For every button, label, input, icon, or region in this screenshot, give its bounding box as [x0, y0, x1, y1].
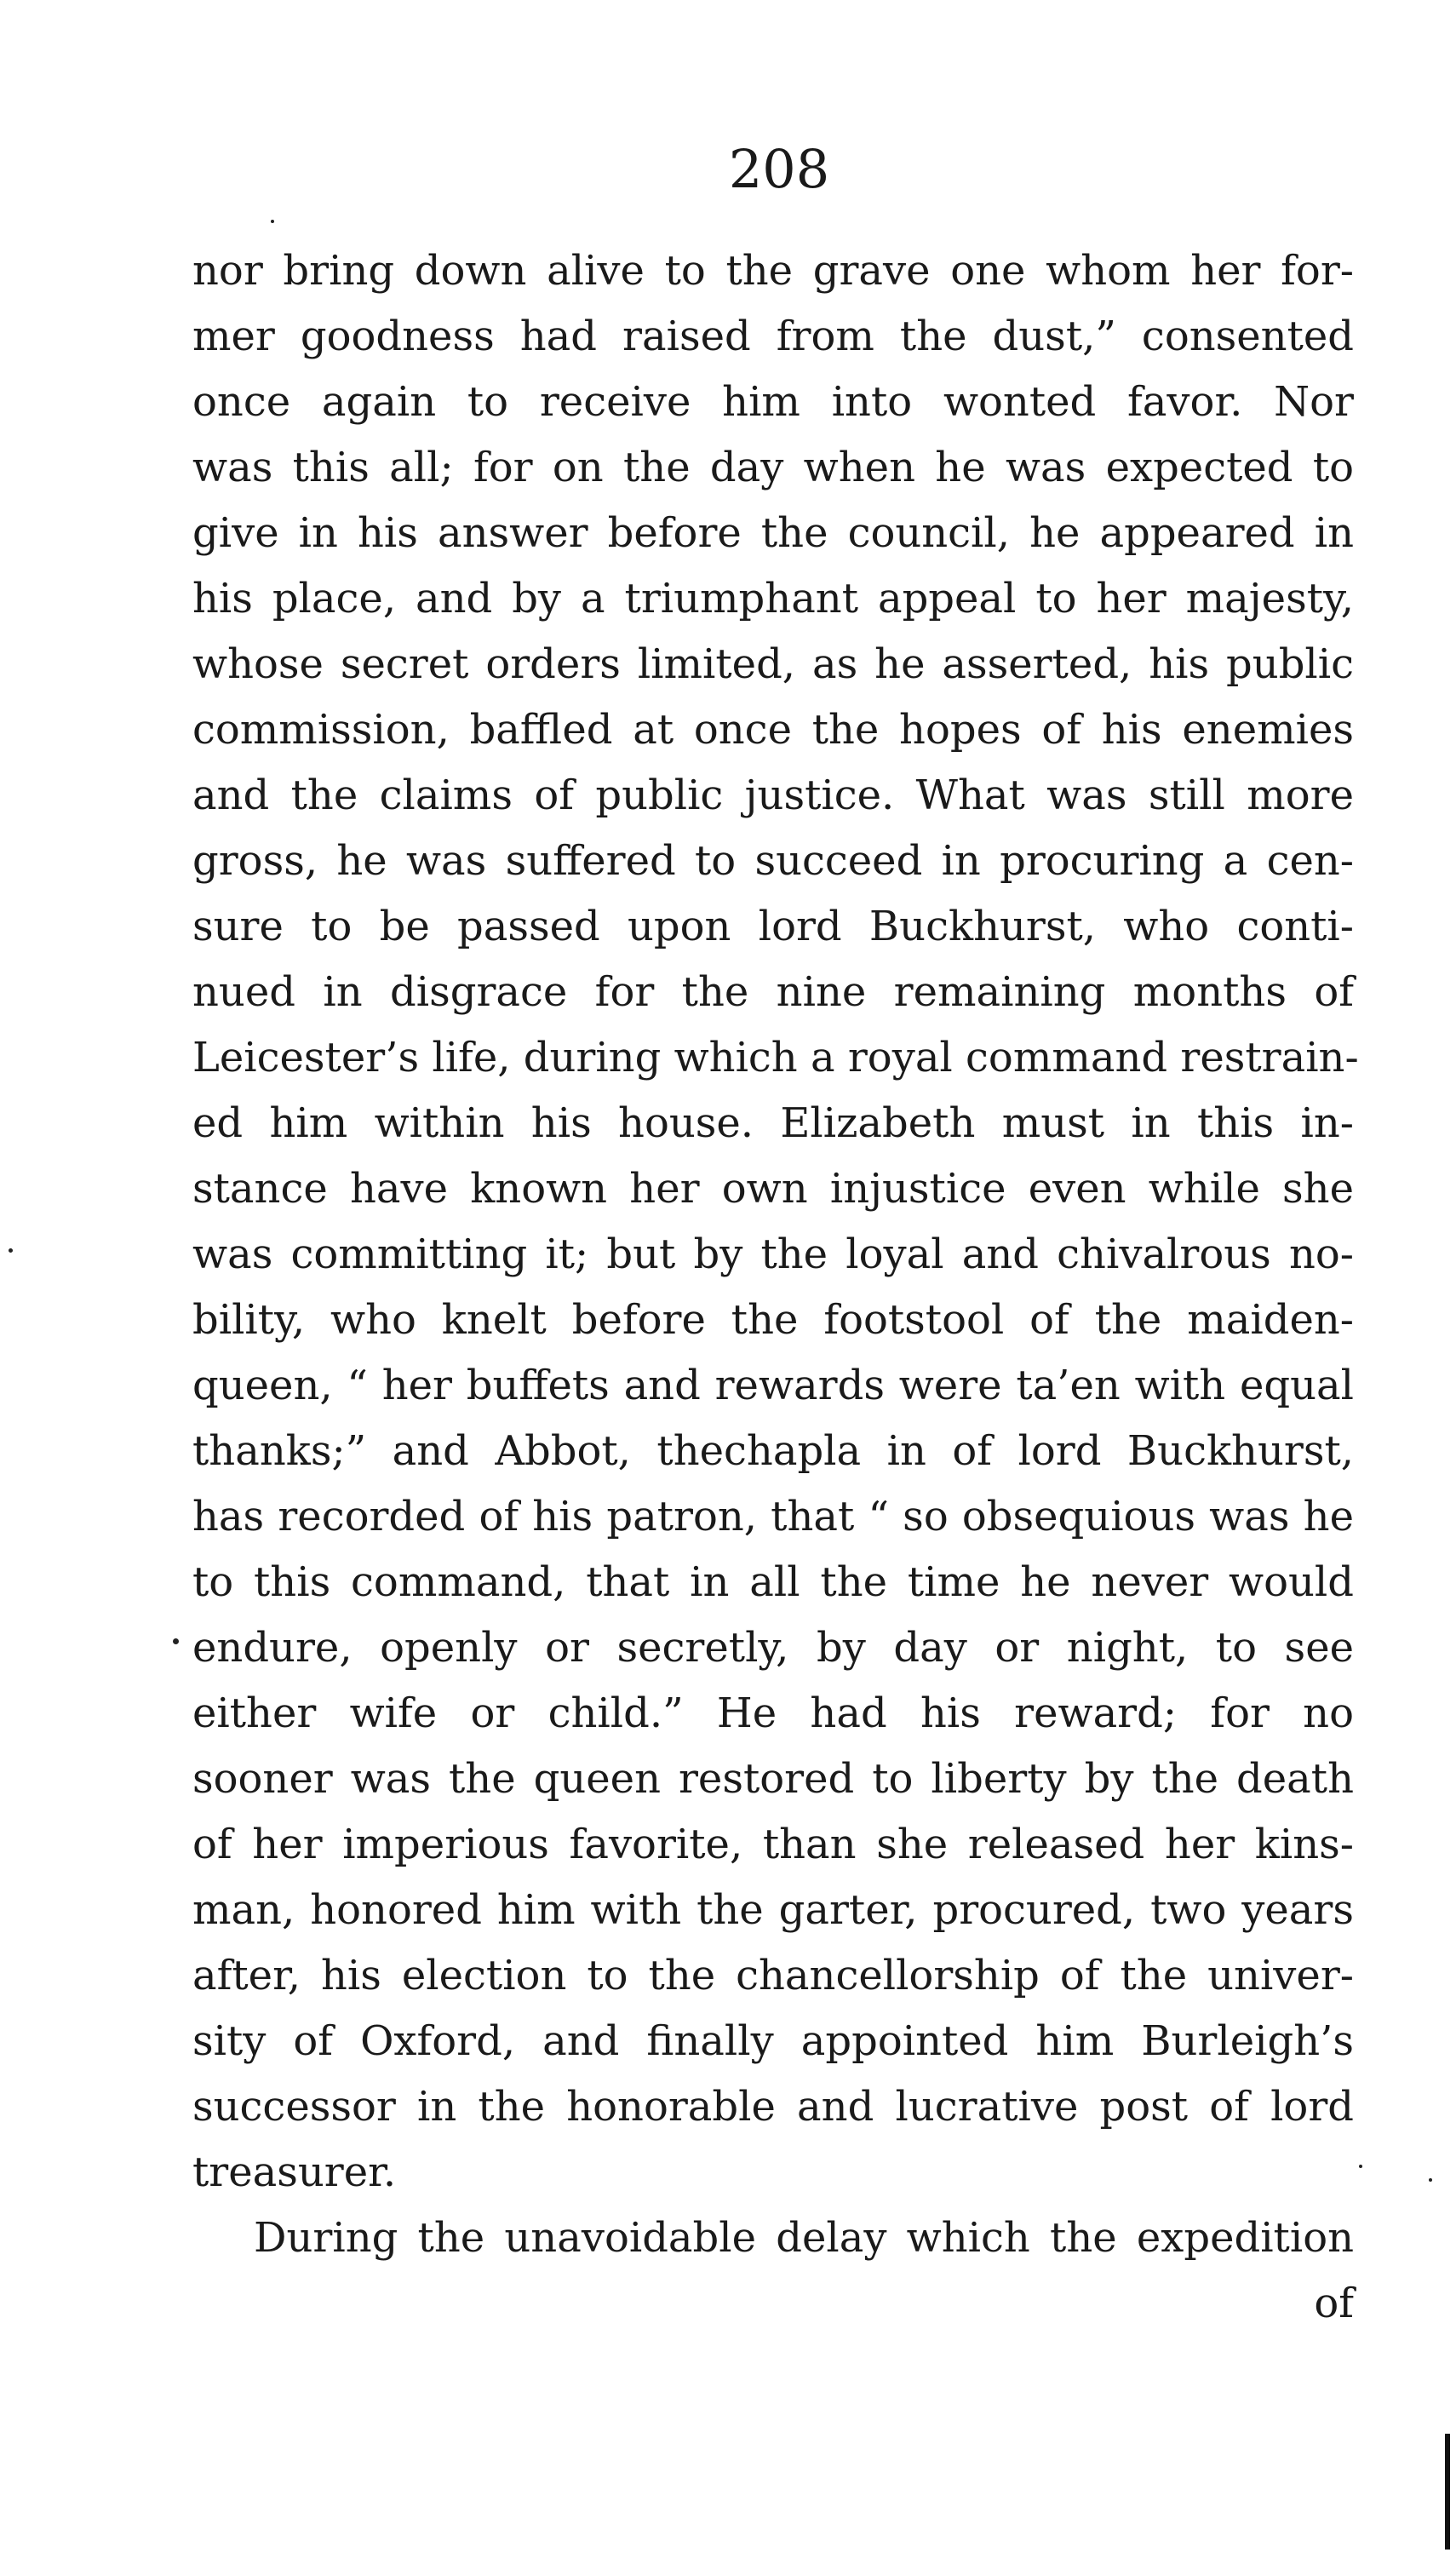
text-line: to this command, that in all the time he never would [192, 1558, 1354, 1606]
text-line: commission, baffled at once the hopes of his enemies [192, 706, 1354, 754]
text-line: after, his election to the chancellorship of the univer- [192, 1952, 1354, 1999]
text-line: his place, and by a triumphant appeal to her majesty, [192, 575, 1354, 622]
text-line: of her imperious favorite, than she released her kins- [192, 1821, 1354, 1868]
text-line: either wife or child.” He had his reward; for no [192, 1689, 1354, 1737]
text-line: Leicester’s life, during which a royal command restrain- [192, 1034, 1359, 1081]
text-line: mer goodness had raised from the dust,” consented [192, 313, 1354, 360]
scan-speck [9, 1248, 13, 1253]
text-line: has recorded of his patron, that “ so obsequious was he [192, 1493, 1354, 1540]
scan-speck [1429, 2178, 1432, 2182]
text-line: man, honored him with the garter, procured, two years [192, 1886, 1354, 1934]
text-line: and the claims of public justice. What was still more [192, 771, 1354, 819]
text-line: gross, he was suffered to succeed in procuring a cen- [192, 837, 1354, 885]
text-line: thanks;” and Abbot, thechapla in of lord Buckhurst, [192, 1427, 1354, 1475]
paragraph-start-line: During the unavoidable delay which the expedition [254, 2214, 1354, 2262]
text-line: whose secret orders limited, as he asserted, his public [192, 640, 1354, 688]
text-line: give in his answer before the council, he appeared in [192, 509, 1354, 557]
text-line: queen, “ her buffets and rewards were ta’en with equal [192, 1362, 1354, 1409]
text-line: stance have known her own injustice even while she [192, 1165, 1354, 1213]
text-line: was this all; for on the day when he was expected to [192, 444, 1354, 491]
scan-edge-mark [1445, 2434, 1450, 2550]
paragraph-end-line: treasurer. [192, 2148, 397, 2196]
text-line: ed him within his house. Elizabeth must in this in- [192, 1099, 1354, 1147]
text-line: endure, openly or secretly, by day or night, to see [192, 1624, 1354, 1672]
page-number: 208 [728, 138, 830, 200]
text-line: once again to receive him into wonted favor. Nor [192, 378, 1354, 426]
text-line: nor bring down alive to the grave one whom her for- [192, 247, 1354, 295]
scan-speck [1359, 2165, 1362, 2168]
text-line: was committing it; but by the loyal and chivalrous no- [192, 1230, 1354, 1278]
text-line: sity of Oxford, and finally appointed him Burleigh’s [192, 2017, 1354, 2065]
text-line: sooner was the queen restored to liberty by the death [192, 1755, 1354, 1803]
text-line: sure to be passed upon lord Buckhurst, who conti- [192, 903, 1354, 950]
scan-speck [173, 1638, 179, 1644]
text-line: successor in the honorable and lucrative post of lord [192, 2083, 1354, 2131]
body-text [192, 238, 1359, 2337]
text-line: nued in disgrace for the nine remaining months of [192, 968, 1354, 1016]
catchword: of [1314, 2280, 1354, 2327]
scan-speck [271, 220, 274, 223]
text-line: bility, who knelt before the footstool of the maiden- [192, 1296, 1354, 1344]
